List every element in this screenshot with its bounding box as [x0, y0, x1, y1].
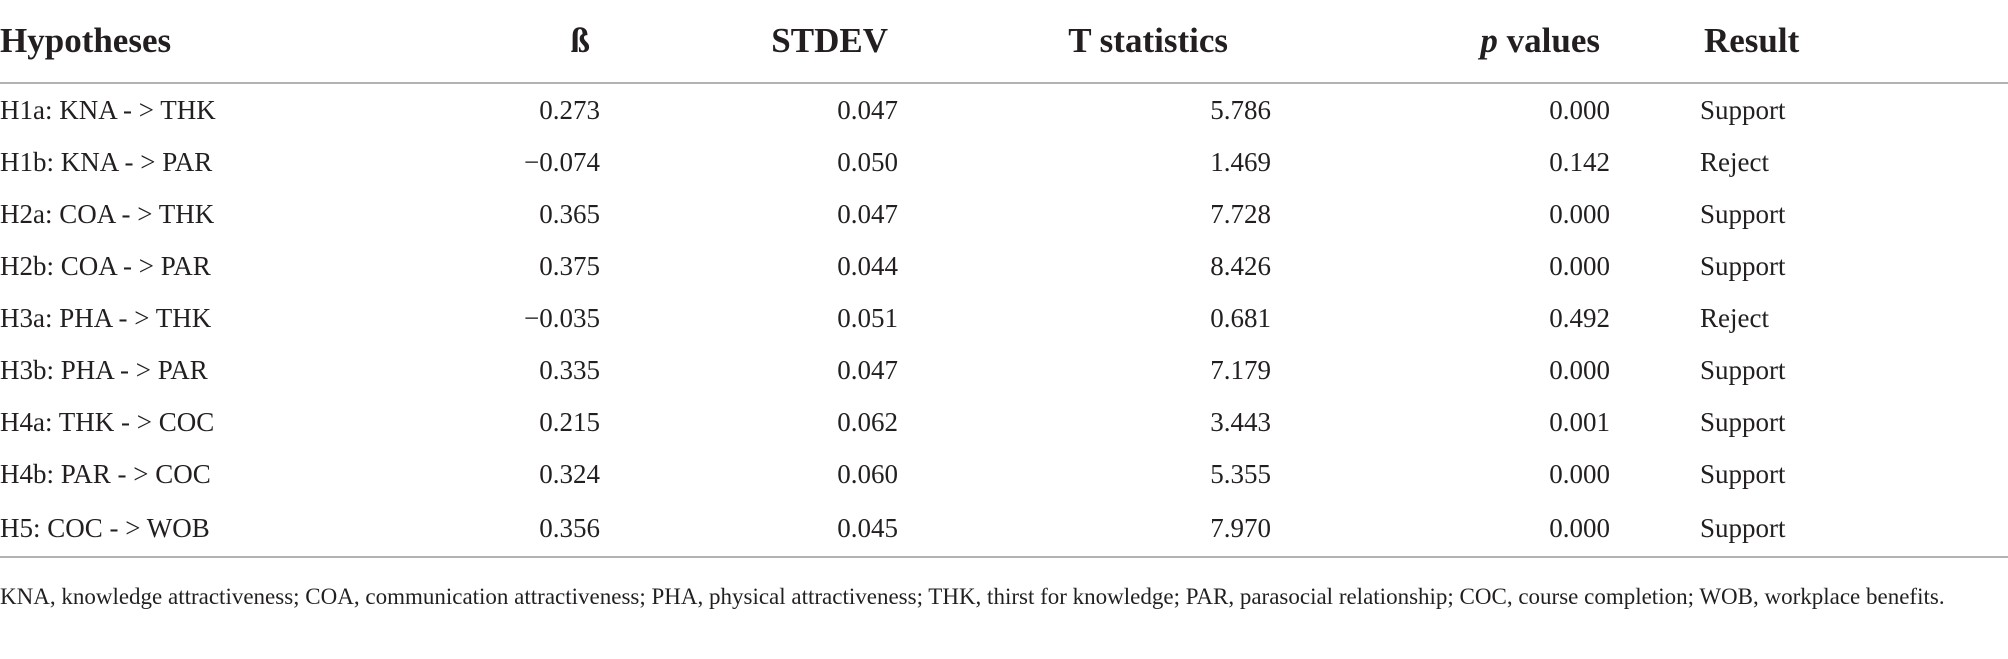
cell-hypothesis: H1b: KNA - > PAR [0, 146, 213, 177]
cell-beta: 0.273 [539, 94, 600, 125]
cell-beta: 0.365 [539, 198, 600, 229]
cell-beta: −0.074 [524, 146, 600, 177]
table-row [0, 396, 2008, 448]
header-beta: ß [440, 0, 600, 83]
cell-p-value: 0.000 [1549, 250, 1610, 281]
header-stdev: STDEV [600, 0, 900, 83]
cell-p-value: 0.000 [1549, 354, 1610, 385]
cell-t-statistic: 0.681 [1210, 302, 1271, 333]
table-header [0, 0, 2008, 83]
cell-p-value: 0.142 [1549, 146, 1610, 177]
cell-t-statistic: 1.469 [1210, 146, 1271, 177]
cell-p-value: 0.492 [1549, 302, 1610, 333]
cell-hypothesis: H5: COC - > WOB [0, 500, 440, 557]
cell-p-value: 0.000 [1549, 198, 1610, 229]
cell-hypothesis: H2b: COA - > PAR [0, 250, 211, 281]
cell-t-statistic: 3.443 [1210, 406, 1271, 437]
cell-t-statistic: 7.970 [900, 500, 1272, 557]
header-row [0, 0, 2008, 83]
cell-p-value: 0.000 [1272, 500, 1612, 557]
header-t-statistics: T statistics [900, 0, 1272, 83]
header-p-letter: p [1480, 21, 1498, 60]
cell-p-value: 0.000 [1549, 458, 1610, 489]
cell-beta: 0.356 [440, 500, 600, 557]
cell-result: Support [1700, 354, 1786, 385]
cell-stdev: 0.047 [837, 354, 898, 385]
cell-stdev: 0.060 [837, 458, 898, 489]
cell-hypothesis: H3b: PHA - > PAR [0, 354, 208, 385]
header-result: Result [1612, 0, 2008, 83]
cell-beta: 0.335 [539, 354, 600, 385]
cell-result: Support [1700, 198, 1786, 229]
table-body [0, 83, 2008, 557]
header-p-suffix: values [1497, 21, 1600, 60]
cell-t-statistic: 5.786 [1210, 94, 1271, 125]
cell-stdev: 0.044 [837, 250, 898, 281]
table-row [0, 448, 2008, 500]
cell-result: Support [1700, 250, 1786, 281]
cell-t-statistic: 7.728 [1210, 198, 1271, 229]
cell-hypothesis: H4b: PAR - > COC [0, 458, 211, 489]
cell-p-value: 0.000 [1549, 94, 1610, 125]
cell-t-statistic: 8.426 [1210, 250, 1271, 281]
table-footnote: KNA, knowledge attractiveness; COA, communication attractiveness; PHA, physical attractiveness; THK, thirst for knowledge; PAR, parasocial relationship; COC, course completion; WOB, workplace benefits. [0, 584, 1945, 609]
cell-result: Support [1700, 458, 1786, 489]
cell-p-value: 0.001 [1549, 406, 1610, 437]
cell-stdev: 0.045 [600, 500, 900, 557]
cell-result: Support [1612, 500, 2008, 557]
header-hypotheses: Hypotheses [0, 0, 440, 83]
cell-beta: −0.035 [524, 302, 600, 333]
table-row [0, 292, 2008, 344]
cell-stdev: 0.047 [837, 198, 898, 229]
cell-beta: 0.215 [539, 406, 600, 437]
cell-stdev: 0.051 [837, 302, 898, 333]
cell-stdev: 0.047 [837, 94, 898, 125]
table-row [0, 240, 2008, 292]
cell-beta: 0.375 [539, 250, 600, 281]
cell-t-statistic: 7.179 [1210, 354, 1271, 385]
cell-t-statistic: 5.355 [1210, 458, 1271, 489]
cell-result: Support [1700, 406, 1786, 437]
table-row [0, 500, 2008, 557]
cell-result: Reject [1700, 302, 1769, 333]
cell-beta: 0.324 [539, 458, 600, 489]
cell-result: Reject [1700, 146, 1769, 177]
cell-hypothesis: H1a: KNA - > THK [0, 94, 216, 125]
header-p-values [1272, 0, 1612, 83]
cell-stdev: 0.050 [837, 146, 898, 177]
table-row [0, 83, 2008, 136]
table-row [0, 136, 2008, 188]
cell-result: Support [1700, 94, 1786, 125]
cell-hypothesis: H2a: COA - > THK [0, 198, 215, 229]
cell-hypothesis: H4a: THK - > COC [0, 406, 215, 437]
table-row [0, 344, 2008, 396]
table-row [0, 188, 2008, 240]
cell-stdev: 0.062 [837, 406, 898, 437]
cell-hypothesis: H3a: PHA - > THK [0, 302, 212, 333]
